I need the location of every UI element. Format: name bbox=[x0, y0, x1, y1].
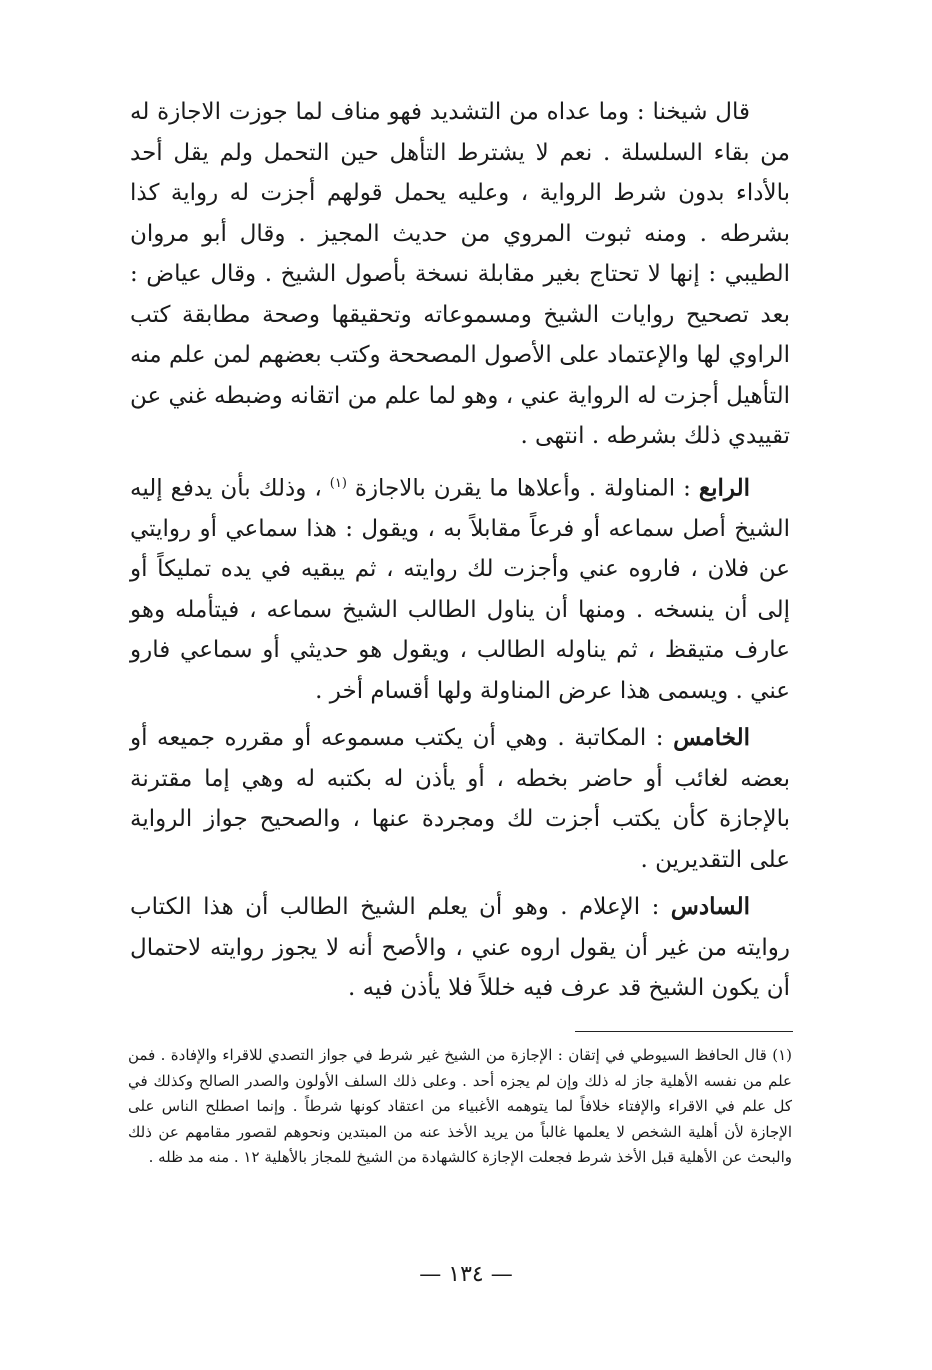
paragraph-3-text: : المكاتبة . وهي أن يكتب مسموعه أو مقرره جميعه أو بعضه لغائب أو حاضر بخطه ، أو يأذن له بكتبه له وهي إما مقترنة بالإجازة كأن يكتب أجزت لك ومجردة عنها ، والصحيح جواز الرواية على التقديرين . bbox=[130, 725, 790, 873]
paragraph-4-lead: السادس bbox=[670, 893, 751, 921]
main-text bbox=[130, 92, 790, 1009]
paragraph-2-lead: الرابع bbox=[698, 474, 750, 502]
paragraph-1: قال شيخنا : وما عداه من التشديد فهو مناف لما جوزت الاجازة له من بقاء السلسلة . نعم لا يشترط التأهل حين التحمل ولم يقل أحد بالأداء بدون شرط الرواية ، وعليه يحمل قولهم أجزت له رواية كذا بشرطه . ومنه ثبوت المروي من حديث المجيز . وقال أبو مروان الطيبي : إنها لا تحتاج بغير مقابلة نسخة بأصول الشيخ . وقال عياض : بعد تصحيح روايات الشيخ ومسموعاته وتحقيقها وصحة مطابقة كتب الراوي لها والإعتماد على الأصول المصححة وكتب بعضهم لمن علم منه التأهيل أجزت له الرواية عني ، وهو لما علم من اتقانه وضبطه غني عن تقييدي ذلك بشرطه . انتهى . bbox=[130, 99, 790, 449]
paragraph-3 bbox=[130, 718, 790, 880]
footnote-separator bbox=[575, 1031, 793, 1032]
footnote-marker: (١) bbox=[772, 1046, 792, 1064]
footnote-text: قال الحافظ السيوطي في إتقان : الإجازة من الشيخ غير شرط في جواز التصدي للاقراء والإفادة . فمن علم من نفسه الأهلية جاز له ذلك وإن لم يجزه أحد . وعلى ذلك السلف الأولون والصدر الصالح وكذلك في كل علم في الاقراء والإفتاء خلافاً لما يتوهمه الأغبياء من اعتقاد كونها شرطاً . وإنما اصطلح الناس على الإجازة لأن أهلية الشخص لا يعلمها غالباً من يريد الأخذ عنه من المبتدين ونحوهم لقصور مقامهم عن ذلك والبحث عن الأهلية قبل الأخذ شرط فجعلت الإجازة كالشهادة من الشيخ للمجاز بالأهلية ١٢ . منه مد ظله . bbox=[128, 1046, 792, 1166]
paragraph-3-lead: الخامس bbox=[673, 724, 751, 752]
footnote-reference: (١) bbox=[329, 475, 347, 491]
page-number: — ١٣٤ — bbox=[419, 1262, 513, 1287]
footnote-1 bbox=[128, 1043, 792, 1171]
paragraph-2 bbox=[130, 464, 790, 712]
paragraph-4 bbox=[130, 887, 790, 1009]
paragraph-2-text-after-note: ، وذلك بأن يدفع إليه الشيخ أصل سماعه أو فرعاً مقابلاً به ، ويقول : هذا سماعي أو روايتي عن فلان ، فاروه عني وأجزت لك روايته ، ثم يبقيه في يده تمليكاً أو إلى أن ينسخه . ومنها أن يناول الطالب الشيخ سماعه ، فيتأمله وهو عارف متيقظ ، ثم يناوله الطالب ، ويقول هو حديثي أو سماعي فارو عني . ويسمى هذا عرض المناولة ولها أقسام أخر . bbox=[130, 475, 790, 704]
footnote-block bbox=[128, 1043, 792, 1171]
paragraph-4-text: : الإعلام . وهو أن يعلم الشيخ الطالب أن هذا الكتاب روايته من غير أن يقول اروه عني ، والأصح أنه لا يجوز روايته لاحتمال أن يكون الشيخ قد عرف فيه خللاً فلا يأذن فيه . bbox=[130, 894, 790, 1002]
paragraph-2-text-before-note: : المناولة . وأعلاها ما يقرن بالاجازة bbox=[354, 475, 691, 502]
